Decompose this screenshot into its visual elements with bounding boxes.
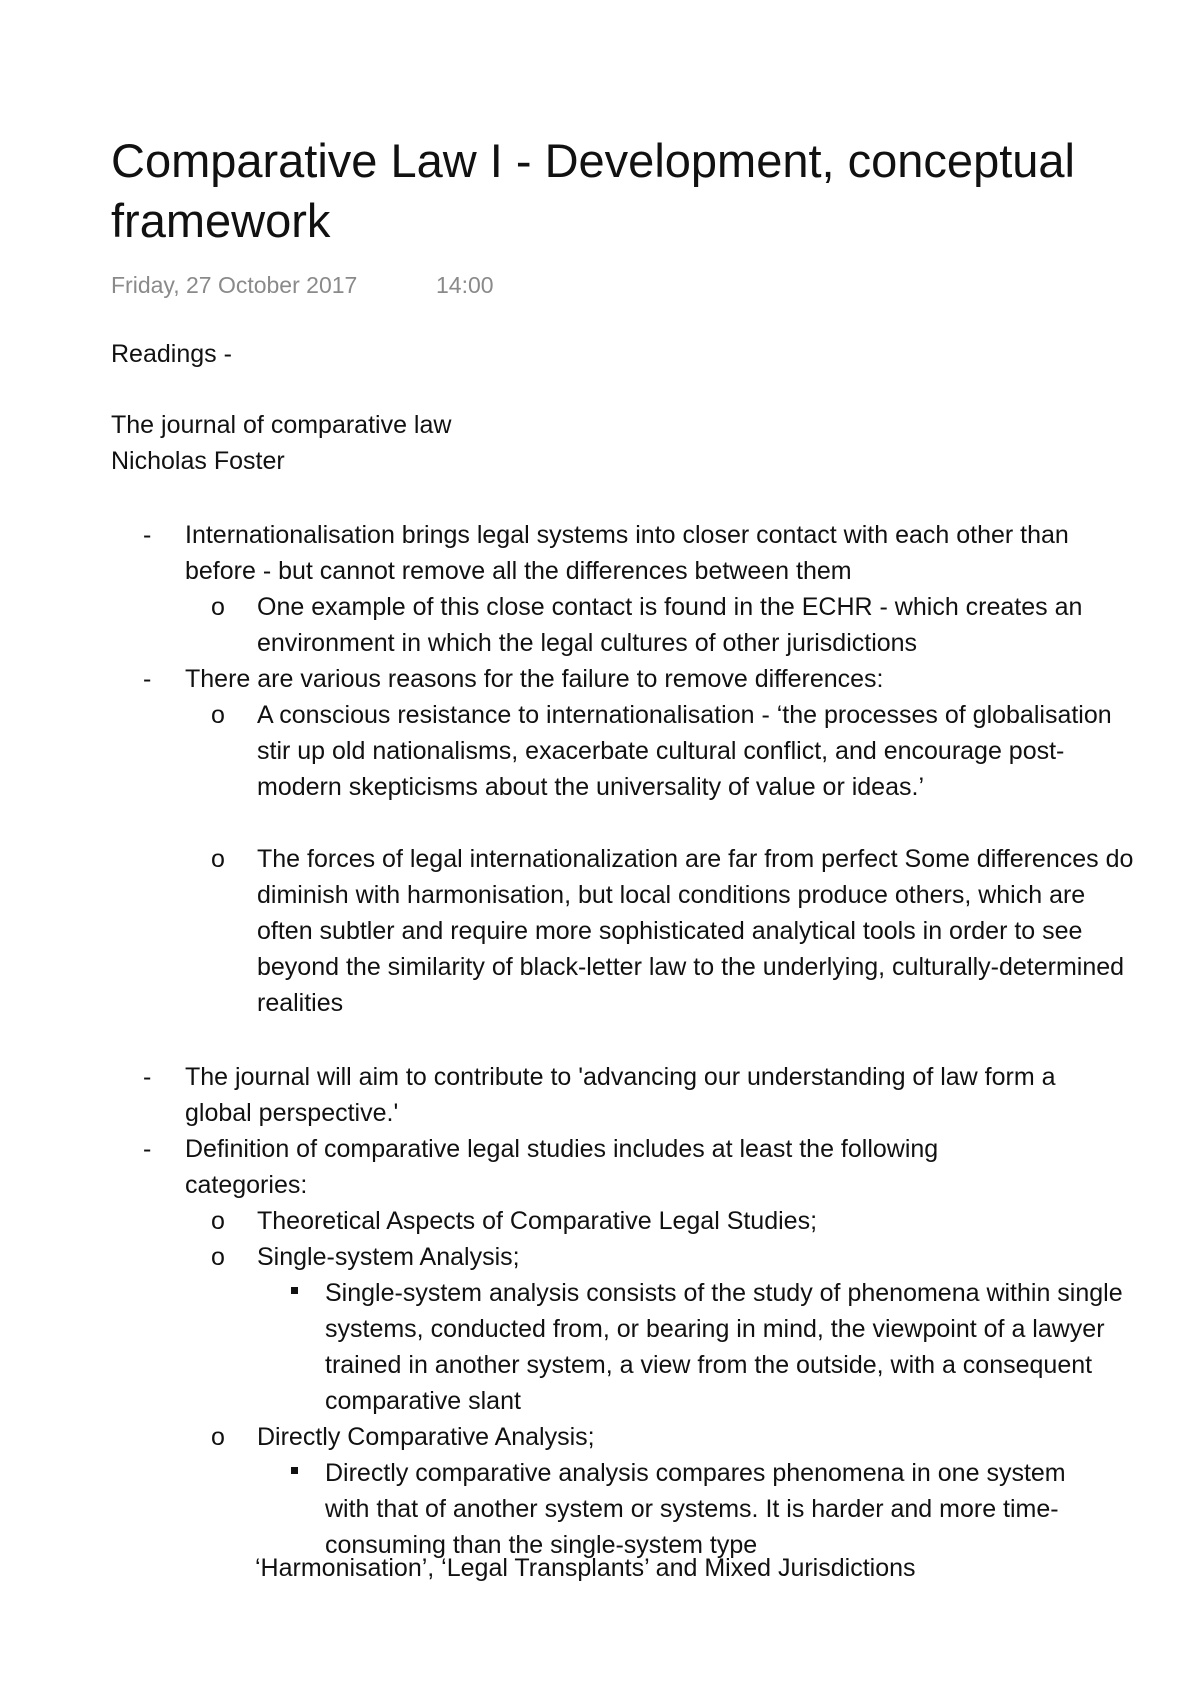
list-item: Directly Comparative Analysis;: [257, 1423, 595, 1451]
list-item: Single-system analysis consists of the study of phenomena within single systems, conducted from, or bearing in mind, the viewpoint of a lawyer trained in another system, a view from the outside, with a consequent comparative slant: [325, 1279, 1123, 1415]
list-item: The journal will aim to contribute to 'advancing our understanding of law form a global perspective.': [185, 1063, 1056, 1127]
list-item: Single-system Analysis;: [257, 1243, 520, 1271]
square-bullet-icon: [291, 1287, 298, 1294]
cut-off-text: ‘Harmonisation’, ‘Legal Transplants’ and Mixed Jurisdictions: [255, 1554, 916, 1582]
list-item: Directly comparative analysis compares phenomena in one system with that of another system or systems. It is harder and more time-consuming than the single-system type: [325, 1459, 1066, 1559]
circle-bullet: o: [211, 845, 225, 873]
list-item: Definition of comparative legal studies includes at least the following categories:: [185, 1135, 939, 1199]
list-item: Internationalisation brings legal systems into closer contact with each other than before - but cannot remove all the differences between them: [185, 521, 1069, 585]
dash-bullet: -: [143, 521, 152, 549]
list-item: The forces of legal internationalization are far from perfect Some differences do diminish with harmonisation, but local conditions produce others, which are often subtler and require more sophisticated analytical tools in order to see beyond the similarity of black-letter law to the underlying, culturally-determined realities: [257, 845, 1134, 1017]
list-item: One example of this close contact is found in the ECHR - which creates an environment in which the legal cultures of other jurisdictions: [257, 593, 1083, 657]
cut-off-line: [255, 1554, 975, 1588]
list-item: A conscious resistance to internationalisation - ‘the processes of globalisation stir up old nationalisms, exacerbate cultural conflict, and encourage post-modern skepticisms about the universality of value or ideas.’: [257, 701, 1112, 801]
source-author: Nicholas Foster: [111, 447, 285, 475]
source-title: The journal of comparative law: [111, 411, 452, 439]
page-title: Comparative Law I - Development, conceptual framework: [111, 134, 1075, 247]
circle-bullet: o: [211, 1207, 225, 1235]
square-bullet-icon: [291, 1467, 298, 1474]
dash-bullet: -: [143, 665, 152, 693]
list-item: Theoretical Aspects of Comparative Legal Studies;: [257, 1207, 818, 1235]
dash-bullet: -: [143, 1063, 152, 1091]
note-date: Friday, 27 October 2017: [111, 272, 358, 298]
note-time: 14:00: [436, 272, 494, 298]
note-meta: [111, 272, 494, 299]
dash-bullet: -: [143, 1135, 152, 1163]
circle-bullet: o: [211, 593, 225, 621]
list-item: There are various reasons for the failure to remove differences:: [185, 665, 884, 693]
circle-bullet: o: [211, 1243, 225, 1271]
readings-heading: Readings -: [111, 340, 232, 368]
circle-bullet: o: [211, 701, 225, 729]
circle-bullet: o: [211, 1423, 225, 1451]
